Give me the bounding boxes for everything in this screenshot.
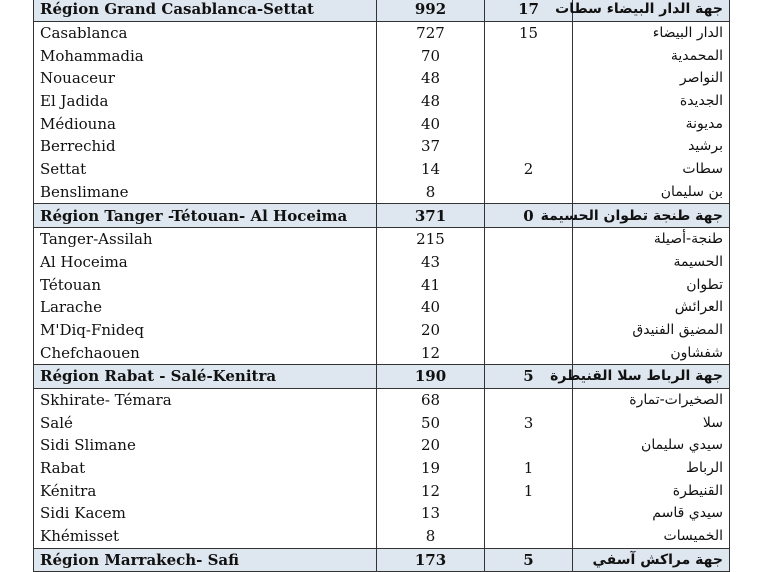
region-name-ar: جهة طنجة تطوان الحسيمة <box>573 204 730 228</box>
region-name-ar: جهة الرباط سلا القنيطرة <box>573 365 730 389</box>
city-deaths <box>485 181 573 204</box>
city-count: 727 <box>377 21 485 44</box>
city-name-fr: M'Diq-Fnideq <box>34 319 377 342</box>
city-name-fr: Nouaceur <box>34 67 377 90</box>
city-name-fr: Khémisset <box>34 525 377 548</box>
city-deaths <box>485 67 573 90</box>
city-name-fr: Médiouna <box>34 112 377 135</box>
city-count: 12 <box>377 479 485 502</box>
city-count: 68 <box>377 388 485 411</box>
city-deaths <box>485 434 573 457</box>
table-row <box>34 388 730 411</box>
city-name-fr: Tétouan <box>34 273 377 296</box>
table-row <box>34 479 730 502</box>
city-count: 20 <box>377 434 485 457</box>
region-name-fr: Région Rabat - Salé-Kenitra <box>34 365 377 389</box>
city-count: 41 <box>377 273 485 296</box>
city-count: 40 <box>377 296 485 319</box>
region-name-ar: جهة الدار البيضاء سطات <box>573 0 730 21</box>
city-name-fr: Larache <box>34 296 377 319</box>
city-count: 50 <box>377 411 485 434</box>
region-header-row <box>34 0 730 21</box>
city-name-fr: Sidi Kacem <box>34 502 377 525</box>
table-row <box>34 341 730 364</box>
region-name-fr: Région Tanger -Tétouan- Al Hoceima <box>34 204 377 228</box>
city-count: 48 <box>377 67 485 90</box>
table-row <box>34 273 730 296</box>
region-total: 371 <box>377 204 485 228</box>
city-name-ar: الخميسات <box>573 525 730 548</box>
table-row <box>34 90 730 113</box>
city-name-fr: Benslimane <box>34 181 377 204</box>
city-deaths: 2 <box>485 158 573 181</box>
city-name-fr: Mohammadia <box>34 44 377 67</box>
city-name-fr: Settat <box>34 158 377 181</box>
city-name-fr: Sidi Slimane <box>34 434 377 457</box>
city-name-fr: Kénitra <box>34 479 377 502</box>
city-count: 70 <box>377 44 485 67</box>
city-name-ar: العرائش <box>573 296 730 319</box>
table-row <box>34 434 730 457</box>
table-row <box>34 319 730 342</box>
region-deaths: 5 <box>485 365 573 389</box>
city-deaths <box>485 251 573 274</box>
table-body <box>34 0 730 572</box>
region-total: 992 <box>377 0 485 21</box>
city-deaths <box>485 135 573 158</box>
table-row <box>34 296 730 319</box>
city-name-ar: الدار البيضاء <box>573 21 730 44</box>
city-count: 8 <box>377 181 485 204</box>
city-name-fr: Salé <box>34 411 377 434</box>
city-count: 215 <box>377 227 485 250</box>
region-total: 173 <box>377 548 485 572</box>
city-deaths <box>485 112 573 135</box>
table-row <box>34 181 730 204</box>
city-name-ar: تطوان <box>573 273 730 296</box>
region-deaths: 5 <box>485 548 573 572</box>
table-row <box>34 411 730 434</box>
region-name-ar: جهة مراكش آسفي <box>573 548 730 572</box>
city-name-ar: طنجة-أصيلة <box>573 227 730 250</box>
city-deaths: 1 <box>485 457 573 480</box>
city-deaths <box>485 227 573 250</box>
city-name-fr: Chefchaouen <box>34 341 377 364</box>
city-name-ar: بن سليمان <box>573 181 730 204</box>
city-name-fr: Al Hoceima <box>34 251 377 274</box>
city-name-fr: Berrechid <box>34 135 377 158</box>
city-count: 19 <box>377 457 485 480</box>
region-header-row <box>34 365 730 389</box>
city-name-ar: سلا <box>573 411 730 434</box>
city-name-ar: شفشاون <box>573 341 730 364</box>
region-header-row <box>34 548 730 572</box>
region-total: 190 <box>377 365 485 389</box>
table-row <box>34 227 730 250</box>
city-name-ar: الصخيرات-تمارة <box>573 388 730 411</box>
city-count: 37 <box>377 135 485 158</box>
city-deaths <box>485 502 573 525</box>
city-name-ar: الحسيمة <box>573 251 730 274</box>
city-count: 43 <box>377 251 485 274</box>
city-name-fr: Tanger-Assilah <box>34 227 377 250</box>
city-deaths: 3 <box>485 411 573 434</box>
city-name-ar: المحمدية <box>573 44 730 67</box>
city-name-ar: المضيق الفنيدق <box>573 319 730 342</box>
city-deaths: 1 <box>485 479 573 502</box>
city-deaths <box>485 44 573 67</box>
city-name-ar: برشيد <box>573 135 730 158</box>
region-deaths: 0 <box>485 204 573 228</box>
city-deaths: 15 <box>485 21 573 44</box>
city-name-ar: النواصر <box>573 67 730 90</box>
city-name-ar: القنيطرة <box>573 479 730 502</box>
city-deaths <box>485 525 573 548</box>
city-count: 40 <box>377 112 485 135</box>
city-deaths <box>485 341 573 364</box>
city-count: 13 <box>377 502 485 525</box>
city-name-ar: مديونة <box>573 112 730 135</box>
city-deaths <box>485 296 573 319</box>
table-row <box>34 21 730 44</box>
table-row <box>34 502 730 525</box>
city-deaths <box>485 388 573 411</box>
region-deaths: 17 <box>485 0 573 21</box>
city-deaths <box>485 319 573 342</box>
city-name-fr: Rabat <box>34 457 377 480</box>
city-count: 8 <box>377 525 485 548</box>
table-row <box>34 525 730 548</box>
region-header-row <box>34 204 730 228</box>
table-row <box>34 112 730 135</box>
table-row <box>34 158 730 181</box>
city-count: 12 <box>377 341 485 364</box>
city-deaths <box>485 273 573 296</box>
city-name-fr: Casablanca <box>34 21 377 44</box>
region-name-fr: Région Marrakech- Safi <box>34 548 377 572</box>
city-count: 20 <box>377 319 485 342</box>
cases-by-region-table <box>33 0 730 572</box>
city-name-ar: سيدي قاسم <box>573 502 730 525</box>
city-name-fr: Skhirate- Témara <box>34 388 377 411</box>
table-row <box>34 67 730 90</box>
table-row <box>34 457 730 480</box>
region-name-fr: Région Grand Casablanca-Settat <box>34 0 377 21</box>
table-row <box>34 251 730 274</box>
city-name-ar: سطات <box>573 158 730 181</box>
city-count: 14 <box>377 158 485 181</box>
city-count: 48 <box>377 90 485 113</box>
table-row <box>34 44 730 67</box>
table-row <box>34 135 730 158</box>
city-name-ar: الرباط <box>573 457 730 480</box>
city-name-ar: سيدي سليمان <box>573 434 730 457</box>
city-deaths <box>485 90 573 113</box>
city-name-ar: الجديدة <box>573 90 730 113</box>
city-name-fr: El Jadida <box>34 90 377 113</box>
